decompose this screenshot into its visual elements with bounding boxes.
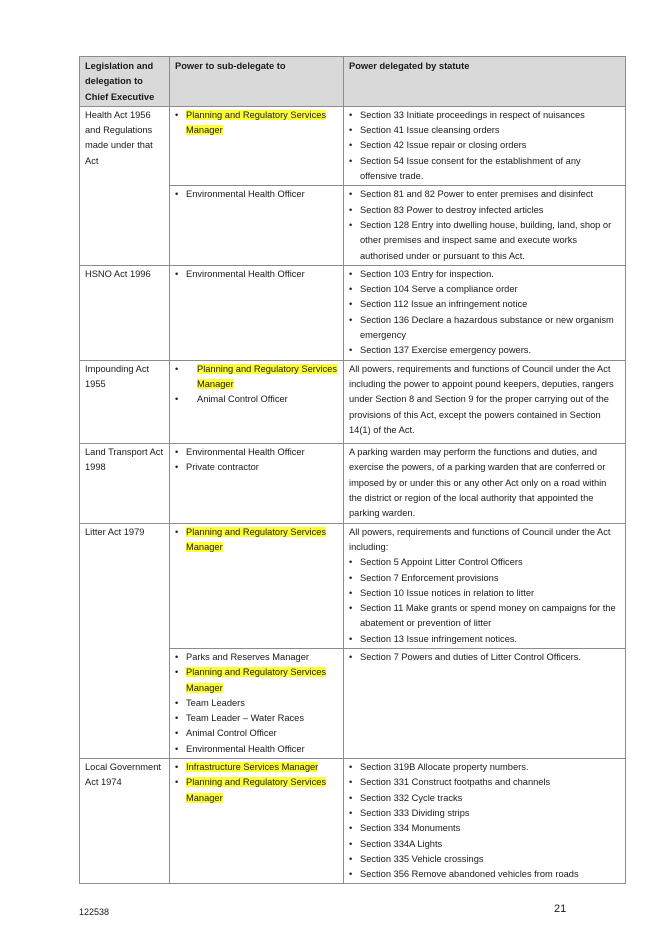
sub-delegate-item: • Parks and Reserves Manager bbox=[175, 650, 338, 665]
power-cell bbox=[344, 759, 626, 884]
sub-delegate-item: • Planning and Regulatory Services Manager bbox=[175, 665, 338, 696]
delegation-table bbox=[79, 56, 626, 884]
power-item: • Section 332 Cycle tracks bbox=[349, 791, 620, 806]
power-item: • Section 104 Serve a compliance order bbox=[349, 282, 620, 297]
power-item: • Section 54 Issue consent for the establishment of any offensive trade. bbox=[349, 154, 620, 185]
power-text: A parking warden may perform the functions and duties, and exercise the powers, of a parking warden that are conferred or imposed by or under this or any other Act only on a road within the district or region of the local authority that appointed the parking warden. bbox=[349, 447, 607, 519]
sub-delegate-item: • Environmental Health Officer bbox=[175, 267, 338, 282]
power-item: • Section 356 Remove abandoned vehicles from roads bbox=[349, 867, 620, 882]
power-item: • Section 112 Issue an infringement notice bbox=[349, 297, 620, 312]
sub-delegate-item: • Planning and Regulatory Services Manager bbox=[175, 108, 338, 139]
power-item: • Section 10 Issue notices in relation to litter bbox=[349, 586, 620, 601]
power-item: • Section 319B Allocate property numbers. bbox=[349, 760, 620, 775]
sub-delegate-item: • Environmental Health Officer bbox=[175, 742, 338, 757]
sub-delegate-cell bbox=[170, 444, 344, 523]
legislation-cell: Local Government Act 1974 bbox=[80, 759, 170, 884]
power-item: • Section 11 Make grants or spend money on campaigns for the abatement or prevention of litter bbox=[349, 601, 620, 632]
sub-delegate-cell bbox=[170, 106, 344, 185]
sub-delegate-item: • Animal Control Officer bbox=[175, 726, 338, 741]
power-cell bbox=[344, 106, 626, 185]
power-item: • Section 333 Dividing strips bbox=[349, 806, 620, 821]
sub-delegate-cell bbox=[170, 186, 344, 265]
power-item: • Section 137 Exercise emergency powers. bbox=[349, 343, 620, 358]
power-cell bbox=[344, 523, 626, 648]
table-row bbox=[80, 265, 626, 360]
sub-delegate-cell bbox=[170, 759, 344, 884]
table-row bbox=[80, 360, 626, 443]
power-item: • Section 13 Issue infringement notices. bbox=[349, 632, 620, 647]
document-reference: 122538 bbox=[79, 907, 110, 917]
sub-delegate-item: • Planning and Regulatory Services Manager bbox=[175, 362, 338, 393]
power-item: • Section 5 Appoint Litter Control Officers bbox=[349, 555, 620, 570]
table-row bbox=[80, 444, 626, 523]
power-cell bbox=[344, 648, 626, 758]
legislation-cell: Litter Act 1979 bbox=[80, 523, 170, 758]
sub-delegate-item: • Planning and Regulatory Services Manager bbox=[175, 775, 338, 806]
power-cell bbox=[344, 444, 626, 523]
power-intro: All powers, requirements and functions of Council under the Act including: bbox=[349, 526, 611, 552]
sub-delegate-item: • Team Leaders bbox=[175, 696, 338, 711]
legislation-cell: Health Act 1956 and Regulations made under that Act bbox=[80, 106, 170, 265]
sub-delegate-item: • Animal Control Officer bbox=[175, 392, 338, 407]
power-item: • Section 103 Entry for inspection. bbox=[349, 267, 620, 282]
sub-delegate-item: • Environmental Health Officer bbox=[175, 187, 338, 202]
sub-delegate-item: • Infrastructure Services Manager bbox=[175, 760, 338, 775]
power-item: • Section 7 Enforcement provisions bbox=[349, 571, 620, 586]
power-item: • Section 331 Construct footpaths and channels bbox=[349, 775, 620, 790]
table-row bbox=[80, 759, 626, 884]
power-item: • Section 335 Vehicle crossings bbox=[349, 852, 620, 867]
power-item: • Section 33 Initiate proceedings in respect of nuisances bbox=[349, 108, 620, 123]
power-text: All powers, requirements and functions of Council under the Act including the power to appoint pound keepers, deputies, rangers under Section 8 and Section 9 for the proper carrying out of the provisions of this Act, except the powers contained in Section 14(1) of the Act. bbox=[349, 363, 614, 435]
table-row bbox=[80, 106, 626, 185]
sub-delegate-item: • Team Leader – Water Races bbox=[175, 711, 338, 726]
legislation-cell: HSNO Act 1996 bbox=[80, 265, 170, 360]
sub-delegate-item: • Private contractor bbox=[175, 460, 338, 475]
sub-delegate-cell bbox=[170, 648, 344, 758]
power-item: • Section 41 Issue cleansing orders bbox=[349, 123, 620, 138]
header-power-statute: Power delegated by statute bbox=[344, 57, 626, 107]
sub-delegate-item: • Planning and Regulatory Services Manager bbox=[175, 525, 338, 556]
power-cell bbox=[344, 186, 626, 265]
header-legislation: Legislation and delegation to Chief Executive bbox=[80, 57, 170, 107]
table-header-row bbox=[80, 57, 626, 107]
power-cell bbox=[344, 360, 626, 443]
sub-delegate-cell bbox=[170, 523, 344, 648]
power-item: • Section 334 Monuments bbox=[349, 821, 620, 836]
power-item: • Section 128 Entry into dwelling house, building, land, shop or other premises and inspect same and execute works authorised under or pursuant to this Act. bbox=[349, 218, 620, 264]
sub-delegate-cell bbox=[170, 265, 344, 360]
legislation-cell: Land Transport Act 1998 bbox=[80, 444, 170, 523]
power-item: • Section 81 and 82 Power to enter premises and disinfect bbox=[349, 187, 620, 202]
power-item: • Section 334A Lights bbox=[349, 837, 620, 852]
page-number: 21 bbox=[554, 903, 567, 915]
table-row bbox=[80, 523, 626, 648]
header-sub-delegate: Power to sub-delegate to bbox=[170, 57, 344, 107]
power-item: • Section 83 Power to destroy infected articles bbox=[349, 203, 620, 218]
power-cell bbox=[344, 265, 626, 360]
legislation-cell: Impounding Act 1955 bbox=[80, 360, 170, 443]
power-item: • Section 42 Issue repair or closing orders bbox=[349, 138, 620, 153]
power-item: • Section 136 Declare a hazardous substance or new organism emergency bbox=[349, 313, 620, 344]
power-item: • Section 7 Powers and duties of Litter Control Officers. bbox=[349, 650, 620, 665]
sub-delegate-item: • Environmental Health Officer bbox=[175, 445, 338, 460]
sub-delegate-cell bbox=[170, 360, 344, 443]
